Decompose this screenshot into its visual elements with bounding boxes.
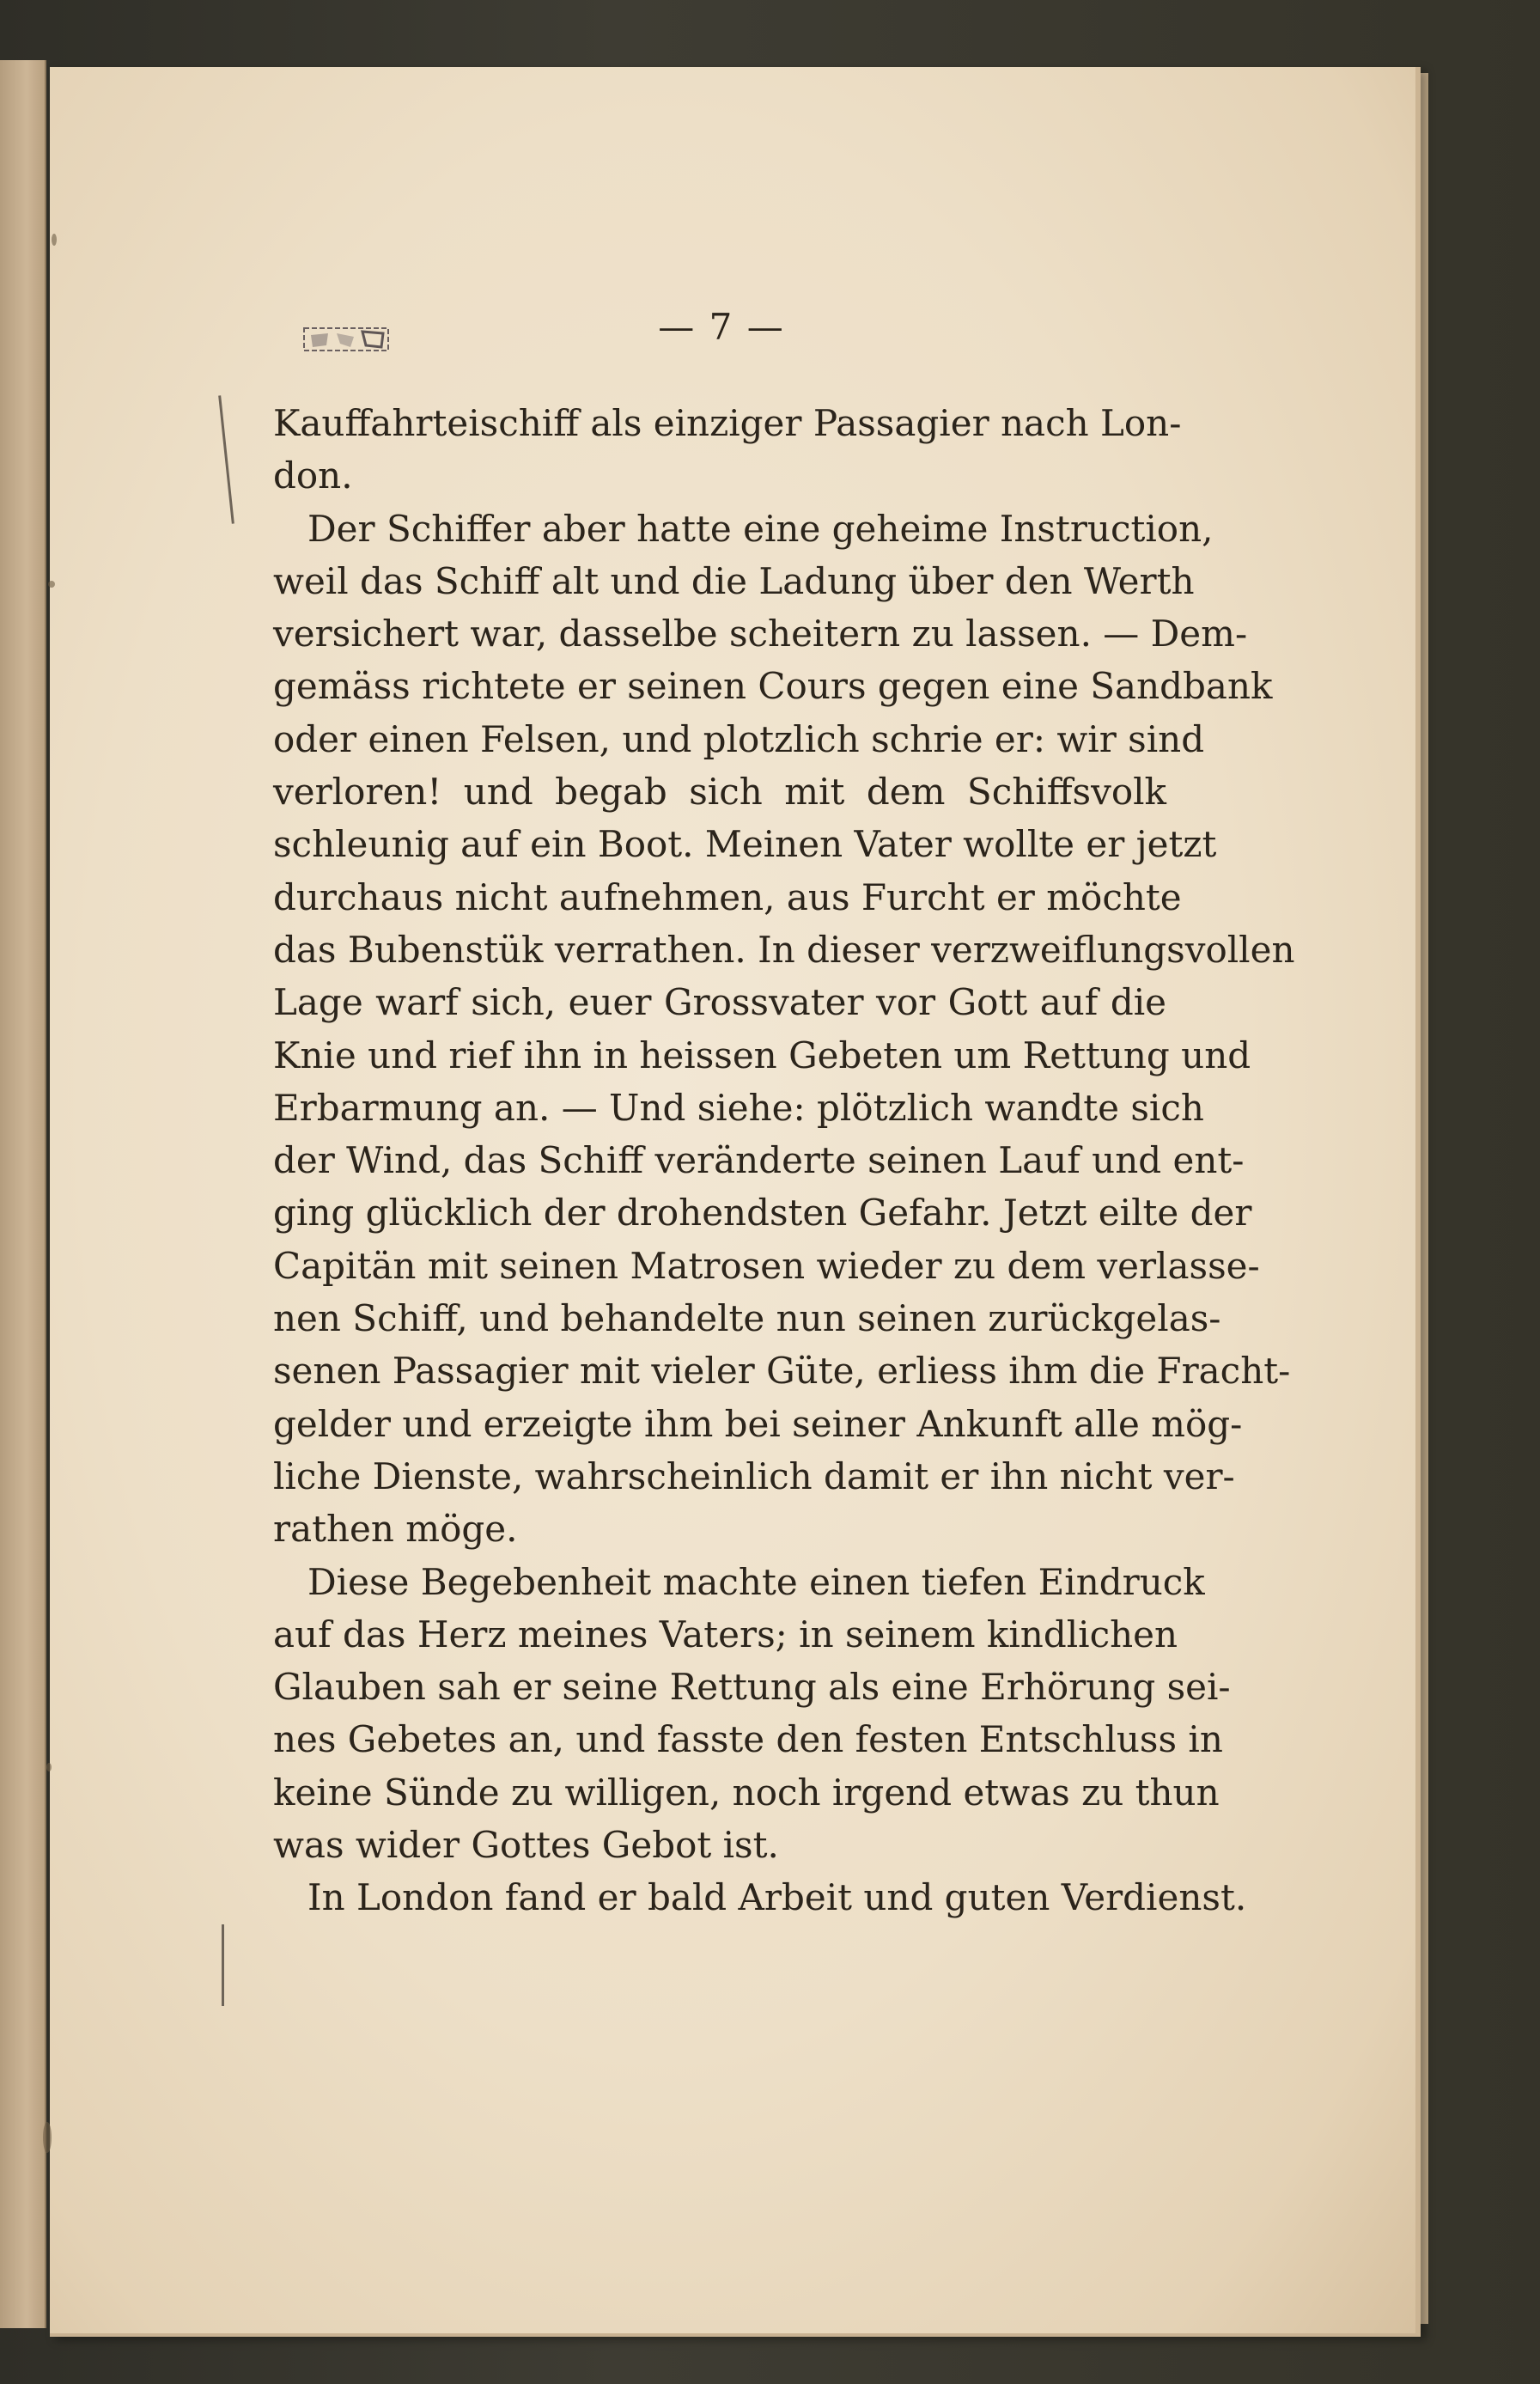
page-number: — 7 — <box>658 306 785 348</box>
text-line: oder einen Felsen, und plotzlich schrie er: wir sind <box>273 717 1205 760</box>
previous-page-edge <box>0 60 46 2328</box>
foxing-spot <box>52 234 57 246</box>
text-line: Capitän mit seinen Matrosen wieder zu dem verlasse- <box>273 1244 1260 1287</box>
text-line: Erbarmung an. — Und siehe: plötzlich wandte sich <box>273 1086 1204 1129</box>
text-line: gemäss richtete er seinen Cours gegen eine Sandbank <box>273 665 1273 708</box>
text-line: ging glücklich der drohendsten Gefahr. Jetzt eilte der <box>273 1192 1252 1235</box>
text-line: don. <box>273 454 353 497</box>
text-line: durchaus nicht aufnehmen, aus Furcht er möchte <box>273 875 1182 918</box>
text-line: In London fand er bald Arbeit und guten Verdienst. <box>307 1876 1247 1919</box>
pencil-margin-mark <box>222 1924 224 2006</box>
text-line: senen Passagier mit vieler Güte, erliess ihm die Fracht- <box>273 1350 1291 1393</box>
text-line: liche Dienste, wahrscheinlich damit er ihn nicht ver- <box>273 1454 1235 1497</box>
text-line: der Wind, das Schiff veränderte seinen Lauf und ent- <box>273 1139 1245 1182</box>
text-line: das Bubenstük verrathen. In dieser verzweiflungsvollen <box>273 928 1295 971</box>
text-line: Kauffahrteischiff als einziger Passagier nach Lon- <box>273 402 1182 444</box>
text-line: nes Gebetes an, und fasste den festen Entschluss in <box>273 1718 1223 1761</box>
text-line: schleunig auf ein Boot. Meinen Vater wollte er jetzt <box>273 823 1217 866</box>
text-line: Knie und rief ihn in heissen Gebeten um Rettung und <box>273 1033 1251 1076</box>
text-line: Lage warf sich, euer Grossvater vor Gott auf die <box>273 981 1166 1024</box>
text-line: keine Sünde zu willigen, noch irgend etwas zu thun <box>273 1771 1220 1814</box>
library-stamp-icon <box>302 325 392 354</box>
text-line: gelder und erzeigte ihm bei seiner Ankunft alle mög- <box>273 1402 1243 1445</box>
text-line: auf das Herz meines Vaters; in seinem kindlichen <box>273 1613 1178 1655</box>
text-line: weil das Schiff alt und die Ladung über den Werth <box>273 559 1195 602</box>
text-line: verloren! und begab sich mit dem Schiffsvolk <box>273 771 1166 814</box>
foxing-spot <box>43 2122 52 2153</box>
text-line: versichert war, dasselbe scheitern zu lassen. — Dem- <box>273 613 1248 655</box>
text-line: Glauben sah er seine Rettung als eine Erhörung sei- <box>273 1666 1231 1709</box>
text-line: Diese Begebenheit machte einen tiefen Eindruck <box>307 1560 1205 1603</box>
text-line: rathen möge. <box>273 1508 518 1551</box>
text-line: was wider Gottes Gebot ist. <box>273 1824 779 1867</box>
text-line: nen Schiff, und behandelte nun seinen zurückgelas- <box>273 1297 1221 1340</box>
foxing-spot <box>46 1763 52 1771</box>
body-text <box>273 397 1295 1924</box>
foxing-spot <box>48 581 55 588</box>
text-line: Der Schiffer aber hatte eine geheime Instruction, <box>307 507 1214 550</box>
